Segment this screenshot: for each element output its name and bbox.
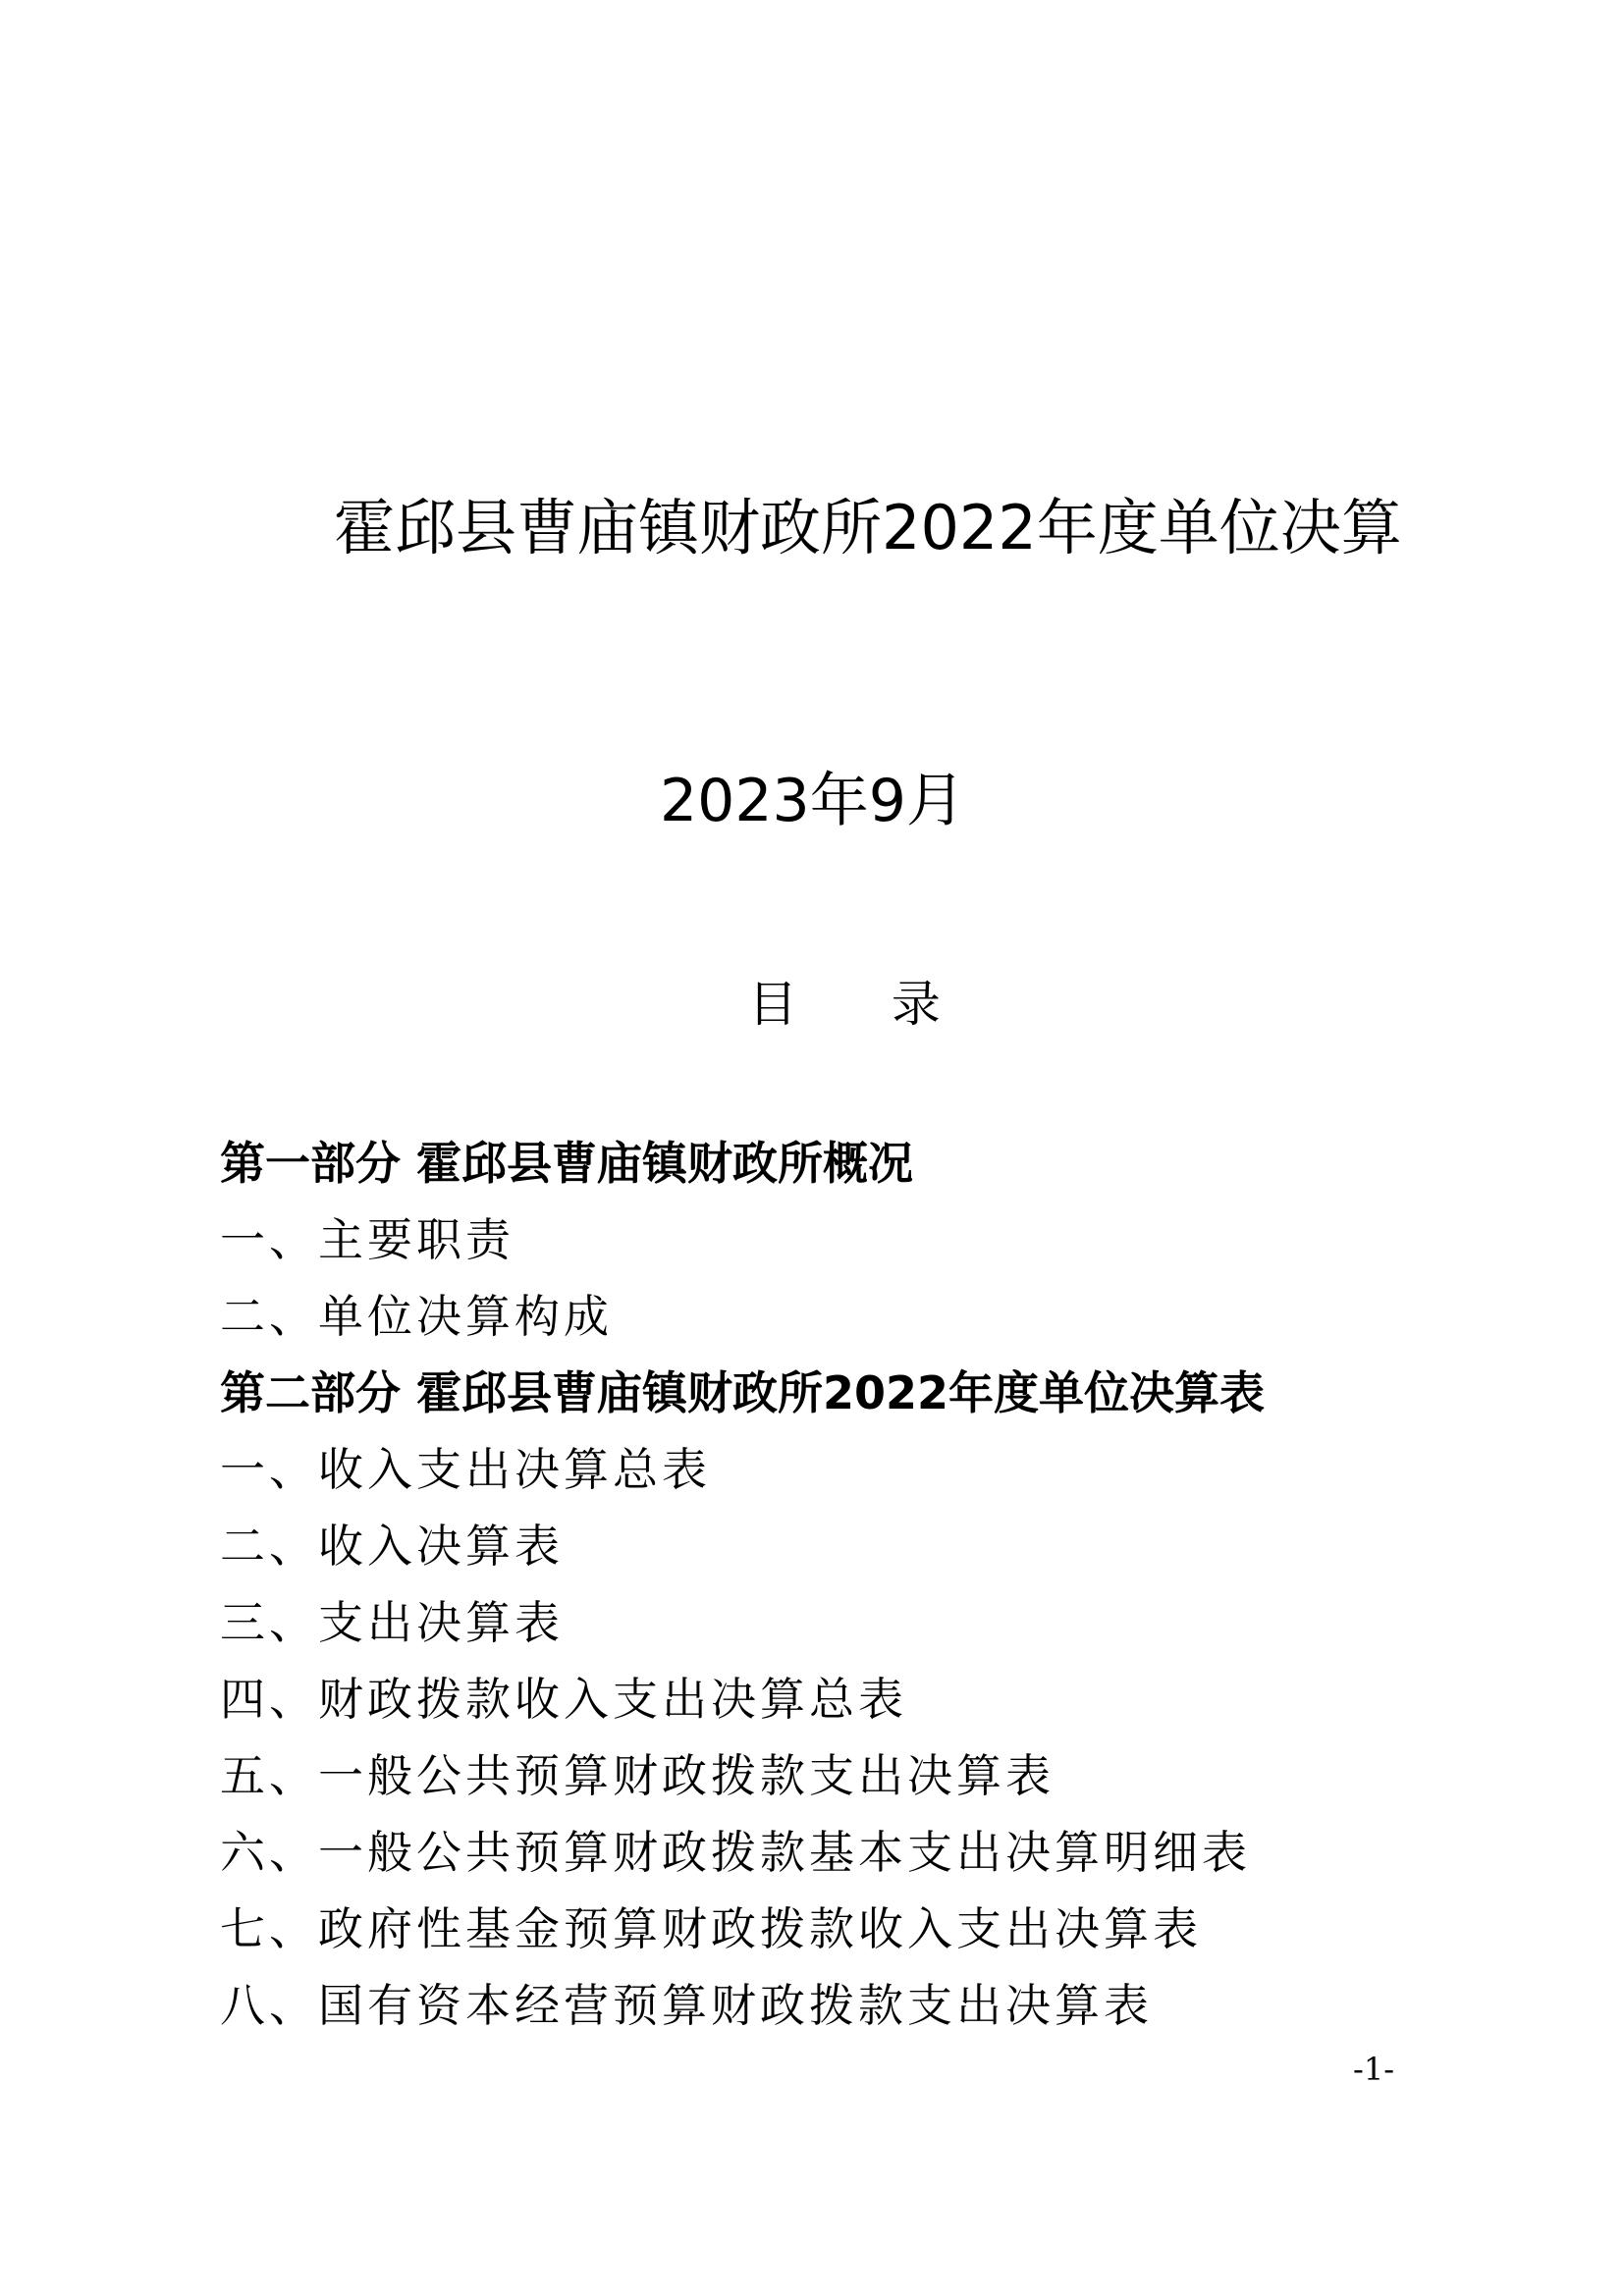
- document-title: 霍邱县曹庙镇财政所2022年度单位决算: [334, 492, 1402, 563]
- toc-item: 五、一般公共预算财政拨款支出决算表: [220, 1749, 1055, 1802]
- table-of-contents: [220, 1125, 1457, 2044]
- toc-part-1: 第一部分 霍邱县曹庙镇财政所概况: [220, 1137, 914, 1190]
- toc-item: 八、国有资本经营预算财政拨款支出决算表: [220, 1979, 1153, 2032]
- document-date: 2023年9月: [660, 767, 965, 835]
- toc-heading: 目 录: [748, 976, 980, 1033]
- toc-item: 七、政府性基金预算财政拨款收入支出决算表: [220, 1902, 1202, 1955]
- toc-item: 二、单位决算构成: [220, 1290, 613, 1343]
- toc-item: 四、财政拨款收入支出决算总表: [220, 1673, 907, 1726]
- toc-part-2: 第二部分 霍邱县曹庙镇财政所2022年度单位决算表: [220, 1366, 1266, 1419]
- toc-item: 六、一般公共预算财政拨款基本支出决算明细表: [220, 1826, 1251, 1879]
- toc-item: 三、支出决算表: [220, 1596, 564, 1649]
- toc-item: 一、主要职责: [220, 1213, 514, 1266]
- toc-item: 二、收入决算表: [220, 1520, 564, 1573]
- page-number: -1-: [1353, 2051, 1394, 2088]
- toc-item: 一、收入支出决算总表: [220, 1443, 711, 1496]
